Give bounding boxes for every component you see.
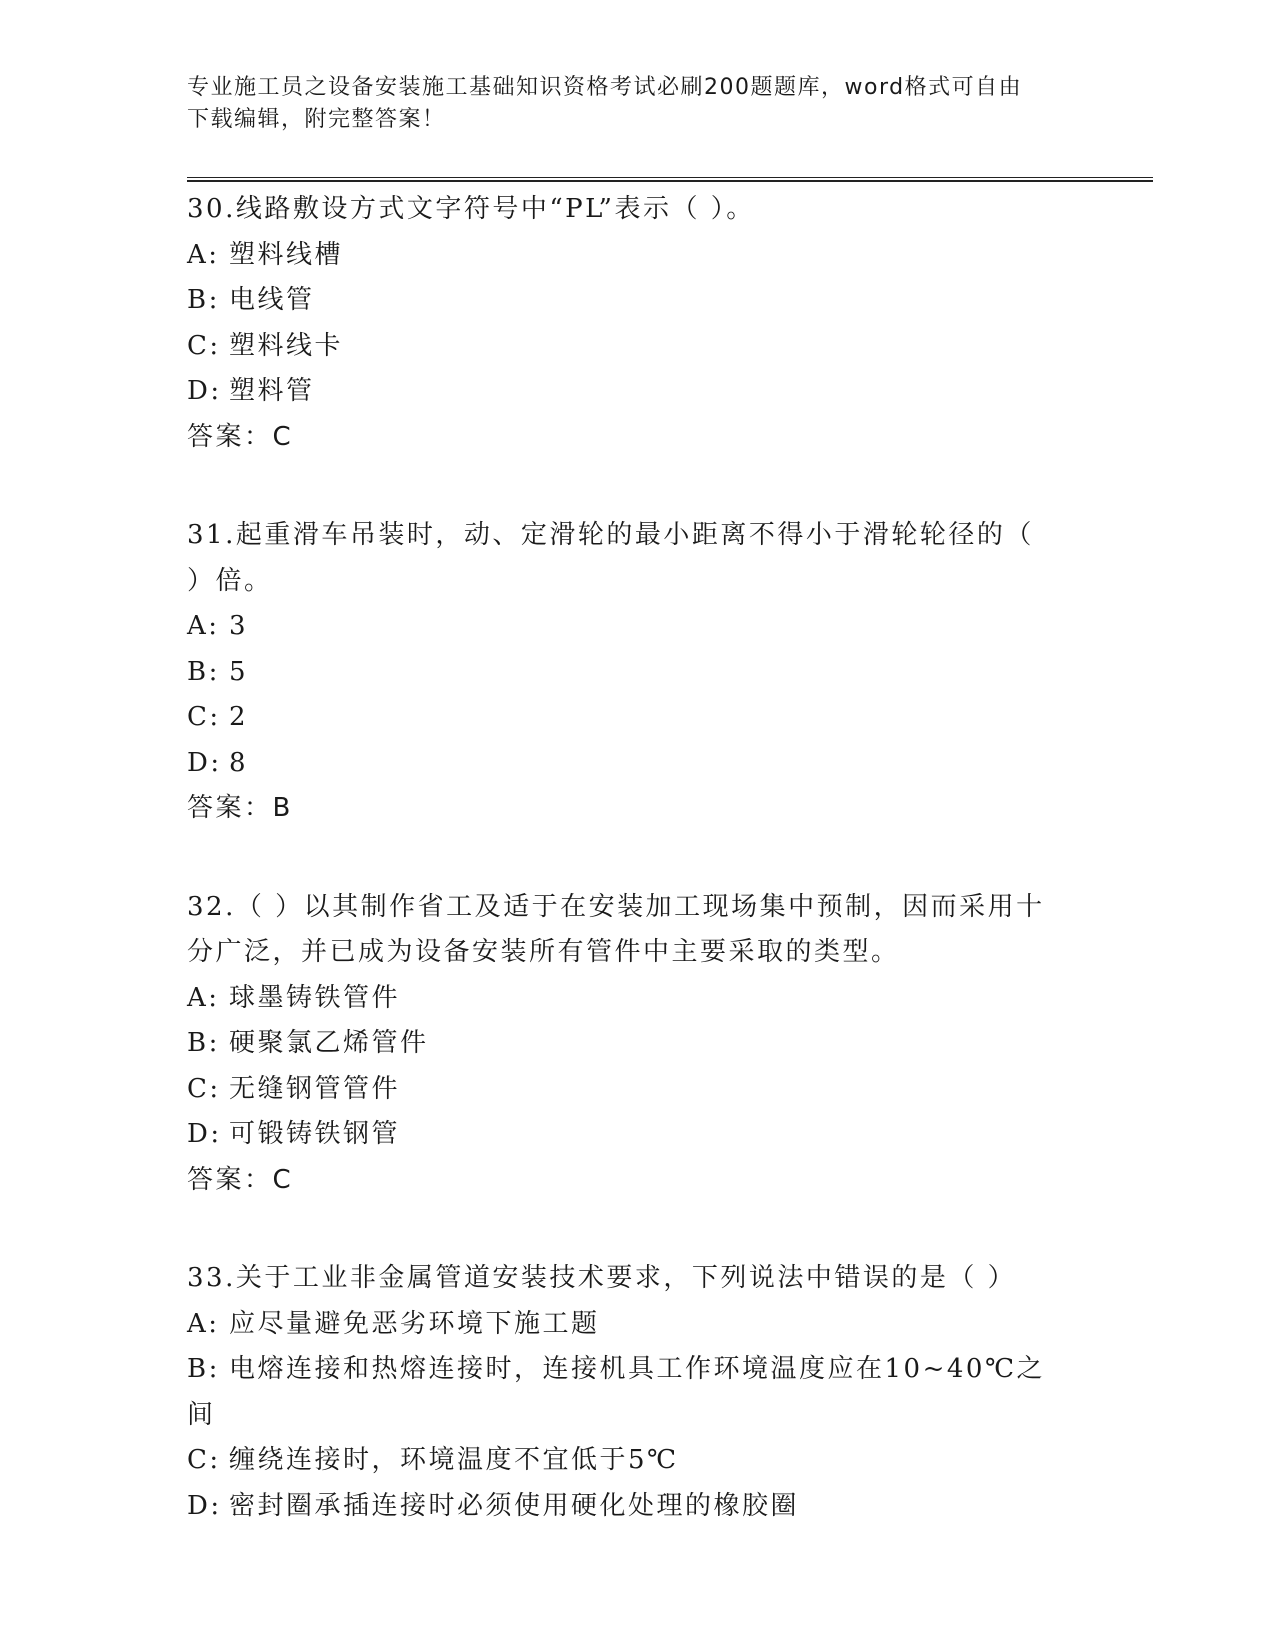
option-key: A: [187, 1308, 220, 1339]
option-text: 电熔连接和热熔连接时，连接机具工作环境温度应在10~40℃之间 [187, 1354, 1046, 1430]
option-key: A: [187, 239, 220, 270]
question-text-cont: 分广泛，并已成为设备安装所有管件中主要采取的类型。 [187, 937, 900, 967]
option-text: 可锻铸铁钢管 [229, 1119, 401, 1149]
question-33 [187, 1256, 1067, 1529]
option-b [187, 278, 1067, 324]
option-text: 无缝钢管管件 [229, 1073, 401, 1104]
answer: 答案：B [187, 793, 293, 823]
option-b [187, 1347, 1067, 1438]
option-key: B: [187, 1028, 220, 1058]
question-32 [187, 885, 1067, 1204]
option-a [187, 976, 1067, 1022]
header-line-1: 专业施工员之设备安装施工基础知识资格考试必刷200题题库，word格式可自由 [187, 75, 1023, 100]
option-d [187, 1112, 1067, 1158]
option-d [187, 369, 1067, 415]
option-key: C: [187, 330, 221, 361]
option-a [187, 1302, 1067, 1348]
question-list [187, 187, 1067, 1582]
option-key: A: [187, 611, 220, 641]
question-text: 30.线路敷设方式文字符号中“PL”表示（ ）。 [187, 194, 755, 224]
header-line-2: 下载编辑，附完整答案！ [187, 107, 446, 132]
option-text: 密封圈承插连接时必须使用硬化处理的橡胶圈 [229, 1490, 800, 1521]
question-31 [187, 513, 1067, 832]
answer: 答案：C [187, 421, 294, 452]
option-key: B: [187, 656, 220, 687]
option-key: A: [187, 982, 220, 1013]
question-text: 33.关于工业非金属管道安装技术要求，下列说法中错误的是（ ） [187, 1263, 1017, 1293]
option-text: 塑料线卡 [229, 330, 344, 361]
option-text: 塑料管 [229, 376, 315, 406]
option-key: D: [187, 376, 222, 406]
header-divider-thin [187, 177, 1153, 178]
option-b [187, 1021, 1067, 1067]
option-text: 塑料线槽 [229, 239, 344, 270]
option-c [187, 1438, 1067, 1484]
question-30 [187, 187, 1067, 460]
option-text: 3 [229, 611, 249, 641]
option-text: 5 [229, 656, 249, 687]
option-a [187, 233, 1067, 279]
option-key: C: [187, 702, 221, 732]
option-text: 电线管 [229, 285, 315, 315]
answer: 答案：C [187, 1164, 294, 1195]
question-text-cont: ）倍。 [187, 565, 273, 596]
option-a [187, 604, 1067, 650]
option-text: 硬聚氯乙烯管件 [229, 1028, 429, 1058]
question-text: 32.（ ）以其制作省工及适于在安装加工现场集中预制，因而采用十 [187, 891, 1045, 922]
option-key: D: [187, 747, 222, 778]
option-key: C: [187, 1073, 221, 1104]
option-c [187, 695, 1067, 741]
option-d [187, 1484, 1067, 1530]
option-key: B: [187, 1354, 220, 1384]
option-c [187, 324, 1067, 370]
option-c [187, 1067, 1067, 1113]
option-text: 球墨铸铁管件 [229, 982, 401, 1013]
header-divider-thick [187, 180, 1153, 182]
question-text: 31.起重滑车吊装时，动、定滑轮的最小距离不得小于滑轮轮径的（ [187, 520, 1034, 550]
option-key: D: [187, 1490, 222, 1521]
option-text: 应尽量避免恶劣环境下施工题 [229, 1308, 600, 1339]
option-d [187, 741, 1067, 787]
option-key: C: [187, 1445, 221, 1475]
document-header [187, 72, 1087, 136]
option-text: 缠绕连接时，环境温度不宜低于5℃ [229, 1445, 679, 1475]
option-key: D: [187, 1119, 222, 1149]
option-b [187, 650, 1067, 696]
option-text: 8 [229, 747, 249, 778]
option-key: B: [187, 285, 220, 315]
option-text: 2 [229, 702, 249, 732]
